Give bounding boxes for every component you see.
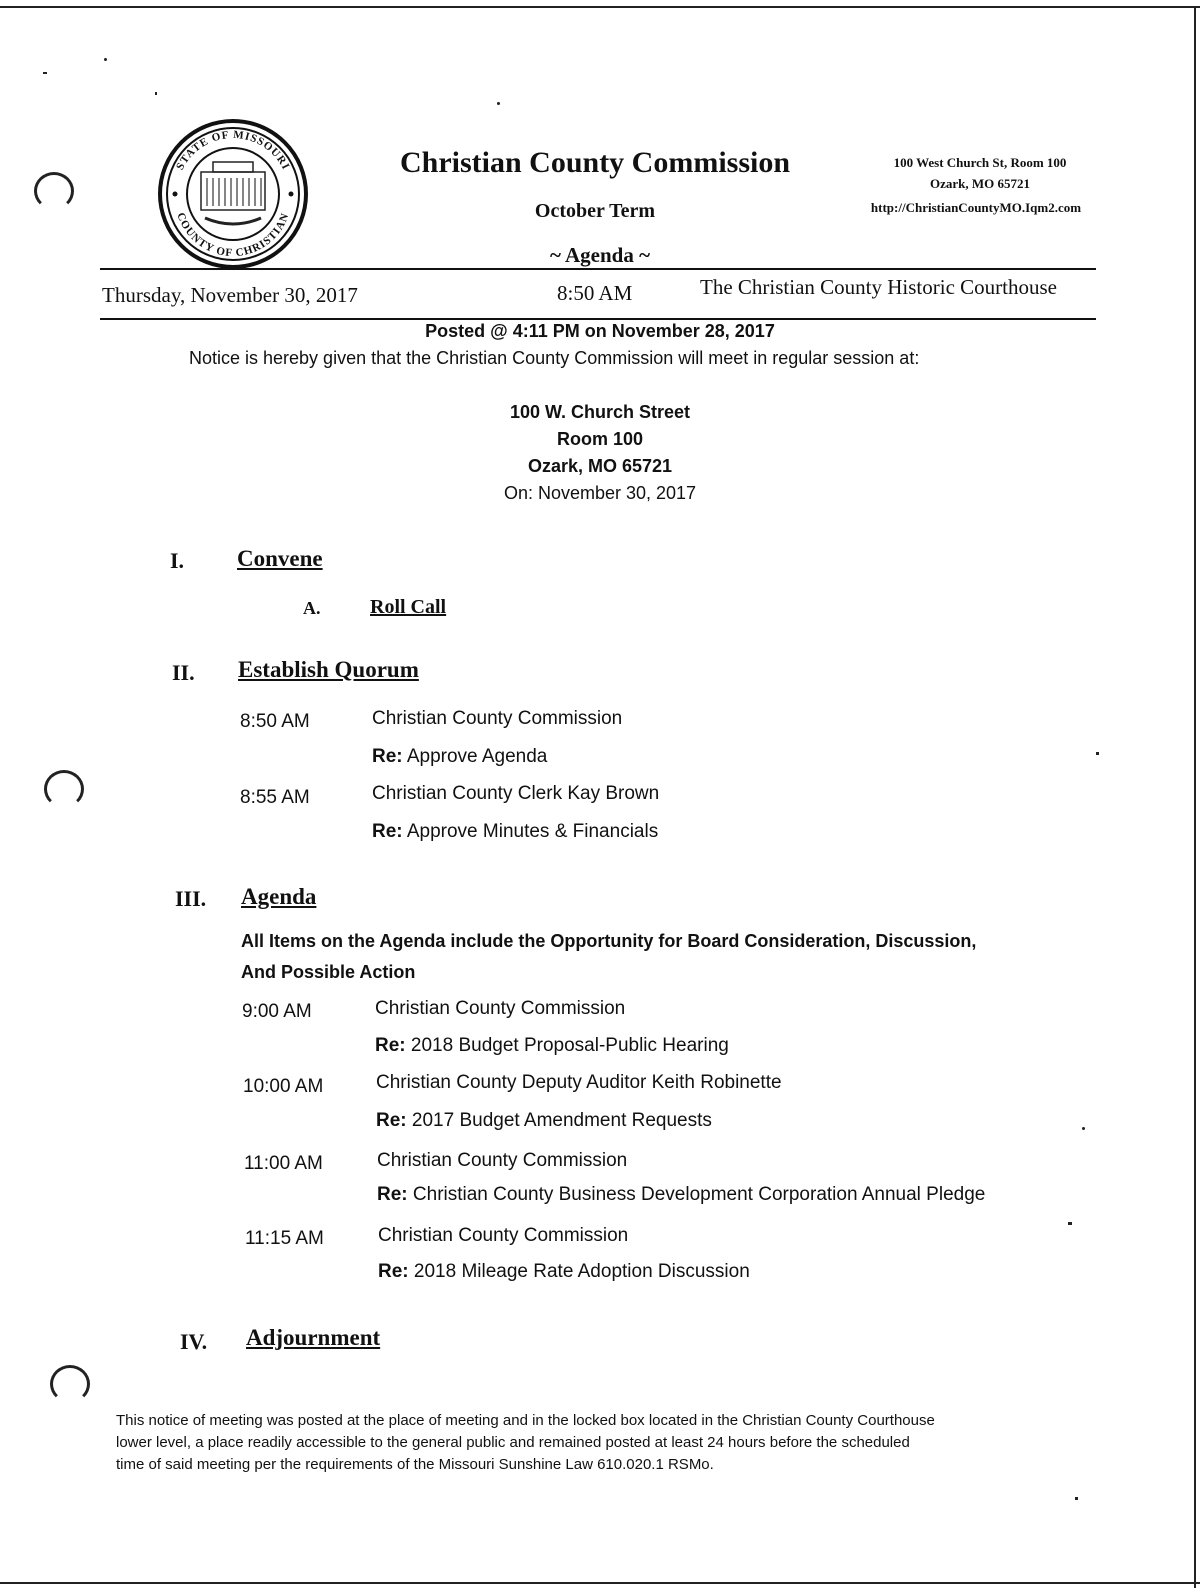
scan-speck [1068, 1222, 1072, 1225]
footer-line2: lower level, a place readily accessible to the general public and remained posted at least 24 hours before the scheduled [116, 1434, 910, 1451]
notice-on-date: On: November 30, 2017 [503, 483, 697, 503]
notice-address-street: 100 W. Church Street [509, 402, 691, 422]
section-1-numeral: I. [170, 548, 185, 573]
section-2-title: Establish Quorum [238, 657, 419, 682]
agenda-item-presenter: Christian County Commission [377, 1150, 628, 1171]
agenda-item-time: 9:00 AM [242, 1001, 312, 1022]
section-1-sub-letter: A. [303, 598, 321, 618]
section-4-title: Adjournment [246, 1325, 381, 1350]
page-border-bottom [0, 1582, 1200, 1584]
meeting-time: 8:50 AM [557, 281, 633, 305]
re-label: Re: [378, 1261, 409, 1282]
agenda-note-line2: And Possible Action [241, 962, 416, 982]
agenda-item-re [375, 1035, 729, 1057]
binder-hole-top [34, 172, 74, 210]
agenda-item-subject: 2017 Budget Amendment Requests [411, 1110, 712, 1131]
svg-text:COUNTY OF CHRISTIAN: COUNTY OF CHRISTIAN [174, 211, 292, 260]
address-line2: Ozark, MO 65721 [929, 176, 1030, 191]
agenda-item-re [372, 746, 547, 768]
agenda-label: ~ Agenda ~ [549, 243, 651, 267]
svg-text:STATE OF MISSOURI: STATE OF MISSOURI [174, 128, 292, 173]
meeting-location: The Christian County Historic Courthouse [700, 275, 1057, 299]
footer-line1: This notice of meeting was posted at the place of meeting and in the locked box located in the Christian County Courthouse [116, 1412, 935, 1429]
posted-notice: Posted @ 4:11 PM on November 28, 2017 [425, 321, 775, 341]
agenda-item-presenter: Christian County Deputy Auditor Keith Robinette [376, 1072, 782, 1093]
agenda-item-time: 8:55 AM [240, 787, 310, 808]
agenda-item-subject: Christian County Business Development Corporation Annual Pledge [412, 1184, 986, 1205]
term-label: October Term [534, 200, 656, 222]
agenda-item-subject: Approve Minutes & Financials [406, 821, 659, 842]
binder-hole-bottom [50, 1365, 90, 1403]
agenda-item-subject: 2018 Budget Proposal-Public Hearing [410, 1035, 729, 1056]
agenda-item-presenter: Christian County Clerk Kay Brown [372, 783, 660, 804]
notice-intro: Notice is hereby given that the Christian County Commission will meet in regular session at: [189, 348, 920, 368]
section-4-numeral: IV. [180, 1329, 208, 1354]
re-label: Re: [376, 1110, 407, 1131]
county-seal [157, 118, 309, 270]
scan-speck [104, 58, 107, 61]
agenda-item-re [377, 1184, 985, 1206]
binder-hole-middle [44, 770, 84, 808]
section-3-title: Agenda [241, 884, 317, 909]
re-label: Re: [372, 746, 403, 767]
re-label: Re: [372, 821, 403, 842]
section-3-numeral: III. [175, 886, 207, 911]
header-bottom-rule [100, 318, 1096, 320]
agenda-item-time: 8:50 AM [240, 711, 310, 732]
agenda-item-subject: Approve Agenda [406, 746, 548, 767]
agenda-item-presenter: Christian County Commission [378, 1225, 629, 1246]
roll-call-item: Roll Call [370, 596, 447, 618]
scan-speck [1096, 752, 1099, 755]
agenda-item-re [372, 821, 658, 843]
address-line1: 100 West Church St, Room 100 [893, 155, 1067, 170]
notice-address-city: Ozark, MO 65721 [527, 456, 673, 476]
agenda-item-time: 10:00 AM [243, 1076, 324, 1097]
header-top-rule [100, 268, 1096, 270]
re-label: Re: [375, 1035, 406, 1056]
agenda-item-re [376, 1110, 712, 1132]
website-link[interactable]: http://ChristianCountyMO.Iqm2.com [870, 200, 1082, 215]
section-1-title: Convene [237, 546, 323, 571]
scan-speck [1075, 1497, 1078, 1500]
commission-title: Christian County Commission [399, 146, 791, 179]
agenda-item-presenter: Christian County Commission [372, 708, 623, 729]
agenda-item-re [378, 1261, 750, 1283]
agenda-item-subject: 2018 Mileage Rate Adoption Discussion [413, 1261, 750, 1282]
scan-speck [497, 102, 500, 105]
footer-line3: time of said meeting per the requirements of the Missouri Sunshine Law 610.020.1 RSMo. [116, 1456, 714, 1473]
re-label: Re: [377, 1184, 408, 1205]
section-2-numeral: II. [172, 660, 195, 685]
scan-speck [43, 72, 47, 74]
page-border-top [0, 6, 1200, 8]
agenda-note-line1: All Items on the Agenda include the Opportunity for Board Consideration, Discussion, [241, 931, 977, 951]
page-border-right [1194, 6, 1196, 1588]
agenda-item-time: 11:15 AM [245, 1228, 324, 1249]
notice-address-room: Room 100 [556, 429, 644, 449]
agenda-item-presenter: Christian County Commission [375, 998, 626, 1019]
meeting-date: Thursday, November 30, 2017 [102, 283, 358, 307]
scan-speck [155, 92, 157, 95]
scan-speck [1082, 1127, 1085, 1130]
agenda-item-time: 11:00 AM [244, 1153, 323, 1174]
